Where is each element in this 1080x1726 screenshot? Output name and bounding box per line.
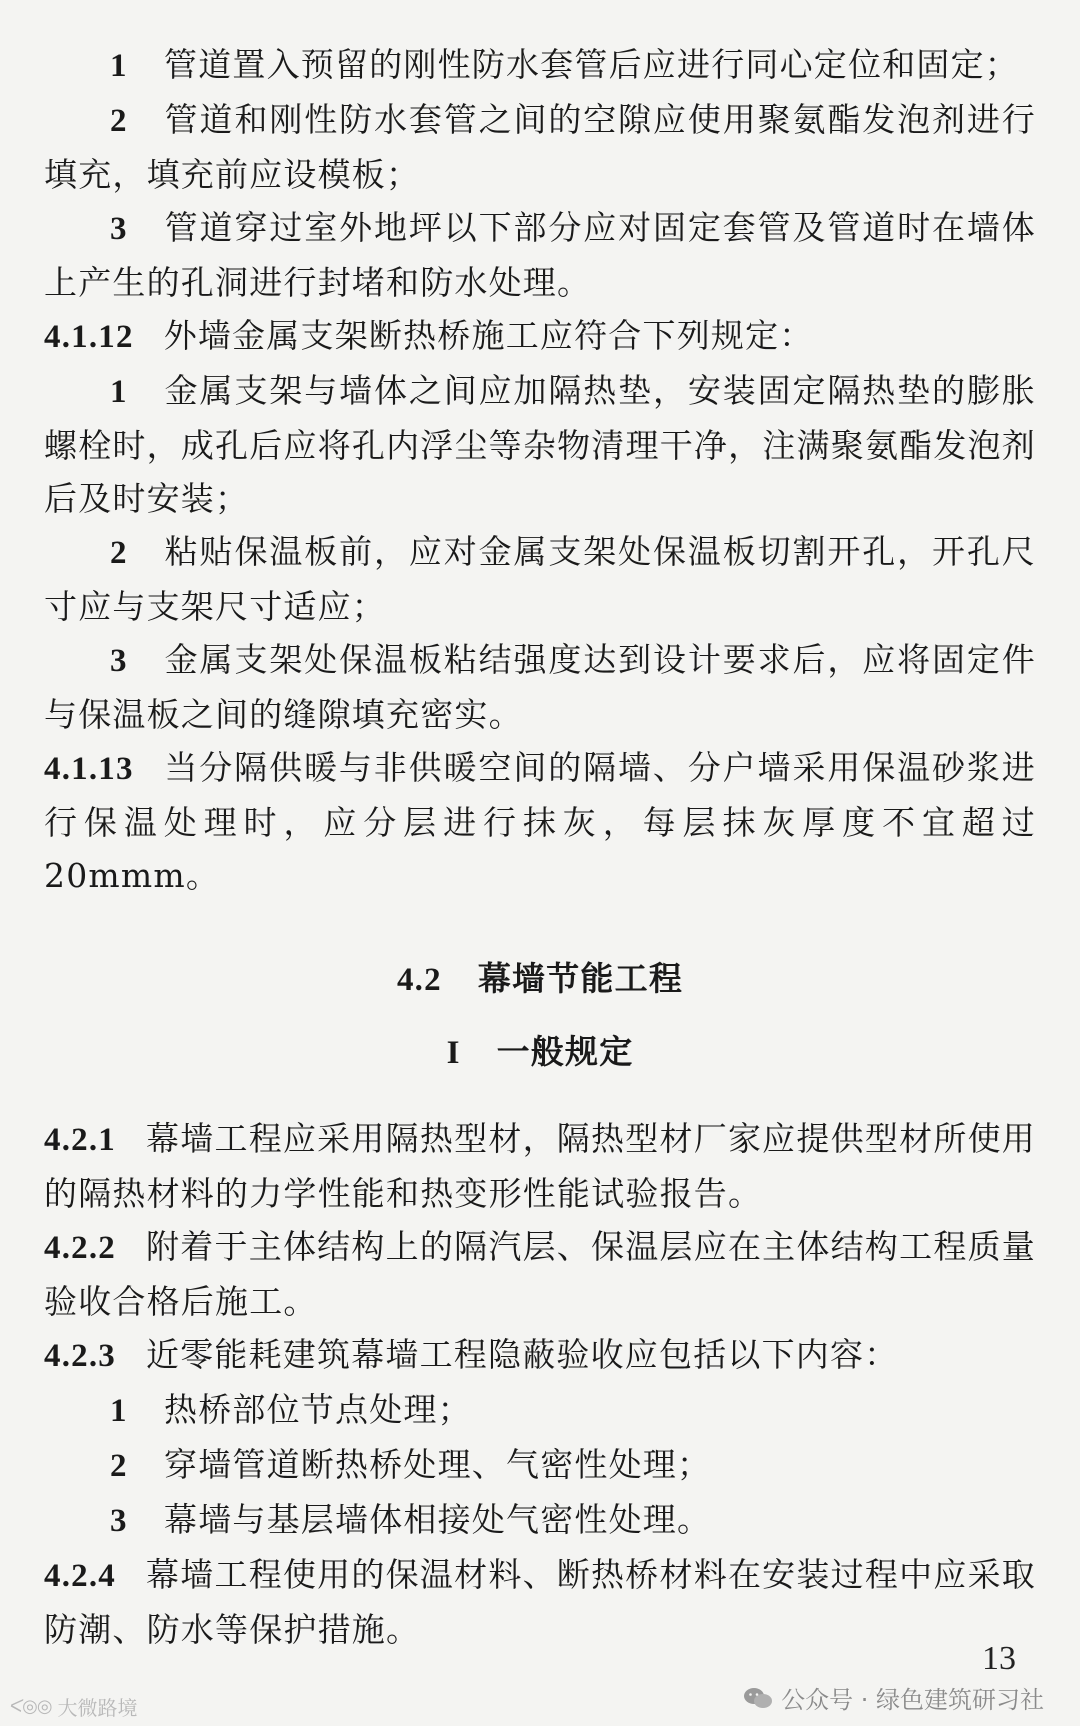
clause [44, 1328, 1036, 1383]
item-number: 3 [110, 643, 128, 679]
list-item [44, 201, 1036, 309]
clause [44, 309, 1036, 364]
page-body [44, 38, 1036, 1656]
item-number: 2 [110, 535, 128, 571]
item-number: 1 [110, 374, 128, 410]
clause [44, 1220, 1036, 1328]
item-number: 1 [110, 48, 128, 84]
section-number: 4.2 [396, 962, 442, 998]
watermark-left-text: 大微路境 [57, 1696, 138, 1720]
clause-number: 4.2.3 [44, 1338, 116, 1374]
clause-number: 4.2.1 [44, 1122, 116, 1158]
item-text: 管道穿过室外地坪以下部分应对固定套管及管道时在墙体上产生的孔洞进行封堵和防水处理。 [44, 208, 1036, 302]
clause-text: 幕墙工程使用的保温材料、断热桥材料在安装过程中应采取防潮、防水等保护措施。 [44, 1555, 1036, 1649]
list-item [44, 1438, 1036, 1493]
clause-text: 近零能耗建筑幕墙工程隐蔽验收应包括以下内容： [146, 1335, 899, 1374]
item-text: 穿墙管道断热桥处理、气密性处理； [164, 1445, 712, 1484]
list-item [44, 38, 1036, 93]
watermark-logo-icon: ᐸ◎◎ [10, 1696, 52, 1717]
item-text: 金属支架处保温板粘结强度达到设计要求后，应将固定件与保温板之间的缝隙填充密实。 [44, 640, 1036, 734]
watermark-left [10, 1692, 138, 1721]
clause [44, 741, 1036, 902]
item-number: 2 [110, 1448, 128, 1484]
item-text: 管道和刚性防水套管之间的空隙应使用聚氨酯发泡剂进行填充，填充前应设模板； [44, 100, 1036, 194]
subsection-heading [44, 1025, 1036, 1080]
list-item [44, 633, 1036, 741]
list-item [44, 364, 1036, 525]
wechat-icon [743, 1686, 773, 1710]
clause-number: 4.1.13 [44, 751, 134, 787]
item-text: 热桥部位节点处理； [164, 1390, 472, 1429]
item-number: 2 [110, 103, 128, 139]
page-number: 13 [982, 1640, 1016, 1677]
item-text: 粘贴保温板前，应对金属支架处保温板切割开孔，开孔尺寸应与支架尺寸适应； [44, 532, 1036, 626]
item-number: 1 [110, 1393, 128, 1429]
list-item [44, 1493, 1036, 1548]
watermark-text: 公众号 · 绿色建筑研习社 [781, 1686, 1044, 1714]
subsection-number: I [446, 1035, 461, 1071]
item-text: 金属支架与墙体之间应加隔热垫，安装固定隔热垫的膨胀螺栓时，成孔后应将孔内浮尘等杂物清理干净，注满聚氨酯发泡剂后及时安装； [44, 371, 1036, 518]
clause-text: 当分隔供暖与非供暖空间的隔墙、分户墙采用保温砂浆进行保温处理时，应分层进行抹灰，每层抹灰厚度不宜超过20mmm。 [44, 748, 1036, 895]
watermark-account [743, 1680, 1044, 1715]
clause-number: 4.2.4 [44, 1558, 116, 1594]
subsection-title: 一般规定 [496, 1032, 634, 1071]
clause-text: 附着于主体结构上的隔汽层、保温层应在主体结构工程质量验收合格后施工。 [44, 1227, 1036, 1321]
clause-number: 4.1.12 [44, 319, 134, 355]
clause [44, 1548, 1036, 1656]
item-text: 幕墙与基层墙体相接处气密性处理。 [164, 1500, 712, 1539]
item-number: 3 [110, 1503, 128, 1539]
clause-text: 幕墙工程应采用隔热型材，隔热型材厂家应提供型材所使用的隔热材料的力学性能和热变形性能试验报告。 [44, 1119, 1036, 1213]
clause-text: 外墙金属支架断热桥施工应符合下列规定： [163, 316, 814, 355]
section-title: 幕墙节能工程 [477, 959, 684, 998]
section-heading [44, 952, 1036, 1007]
list-item [44, 1383, 1036, 1438]
clause [44, 1112, 1036, 1220]
item-number: 3 [110, 211, 128, 247]
clause-number: 4.2.2 [44, 1230, 116, 1266]
item-text: 管道置入预留的刚性防水套管后应进行同心定位和固定； [164, 45, 1019, 84]
list-item [44, 93, 1036, 201]
list-item [44, 525, 1036, 633]
